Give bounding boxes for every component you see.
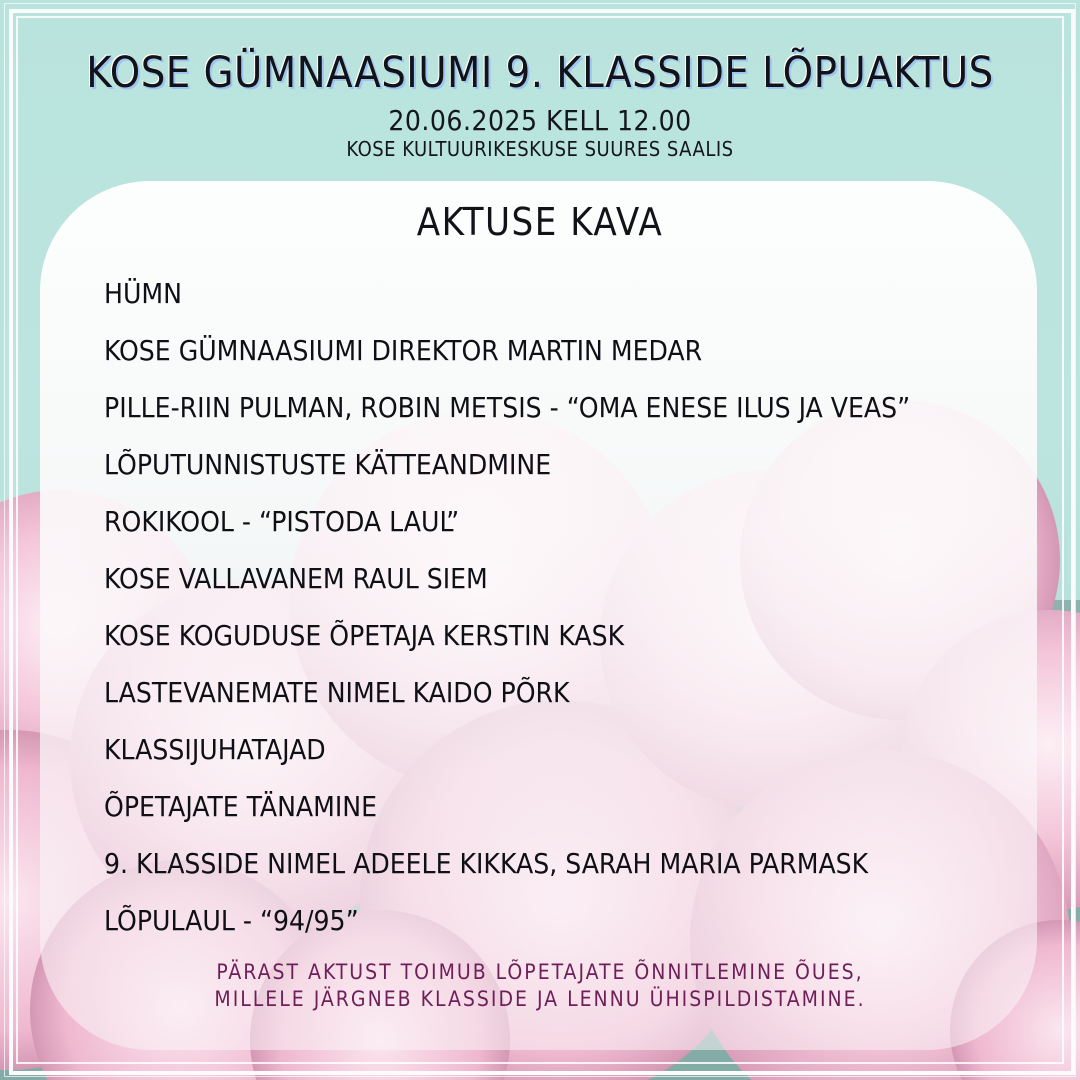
event-datetime: 20.06.2025 KELL 12.00 <box>388 104 692 137</box>
program-item-final-song: LÕPULAUL - “94/95” <box>104 904 359 937</box>
program-list <box>104 273 910 957</box>
program-item-parents: LASTEVANEMATE NIMEL KAIDO PÕRK <box>104 676 570 709</box>
event-title: KOSE GÜMNAASIUMI 9. KLASSIDE LÕPUAKTUS <box>86 48 994 98</box>
program-item-director: KOSE GÜMNAASIUMI DIREKTOR MARTIN MEDAR <box>104 334 703 367</box>
program-item-pastor: KOSE KOGUDUSE ÕPETAJA KERSTIN KASK <box>104 619 625 652</box>
event-venue: KOSE KULTUURIKESKUSE SUURES SAALIS <box>346 137 734 161</box>
footer-note <box>0 959 1080 1013</box>
footer-note-line-2: MILLELE JÄRGNEB KLASSIDE JA LENNU ÜHISPILDISTAMINE. <box>214 987 866 1011</box>
program-item-thanking-teachers: ÕPETAJATE TÄNAMINE <box>104 790 378 823</box>
program-item-rock-school: ROKIKOOL - “PISTODA LAUL” <box>104 505 460 538</box>
program-item-class-teachers: KLASSIJUHATAJAD <box>104 733 326 766</box>
program-item-song-duet: PILLE-RIIN PULMAN, ROBIN METSIS - “OMA ENESE ILUS JA VEAS” <box>104 391 911 424</box>
program-item-anthem: HÜMN <box>104 277 182 310</box>
program-item-students-speech: 9. KLASSIDE NIMEL ADEELE KIKKAS, SARAH MARIA PARMASK <box>104 847 869 880</box>
program-item-mayor: KOSE VALLAVANEM RAUL SIEM <box>104 562 488 595</box>
program-item-certificates: LÕPUTUNNISTUSTE KÄTTEANDMINE <box>104 448 552 481</box>
footer-note-line-1: PÄRAST AKTUST TOIMUB LÕPETAJATE ÕNNITLEMINE ÕUES, <box>216 960 864 984</box>
program-heading: AKTUSE KAVA <box>416 200 664 244</box>
